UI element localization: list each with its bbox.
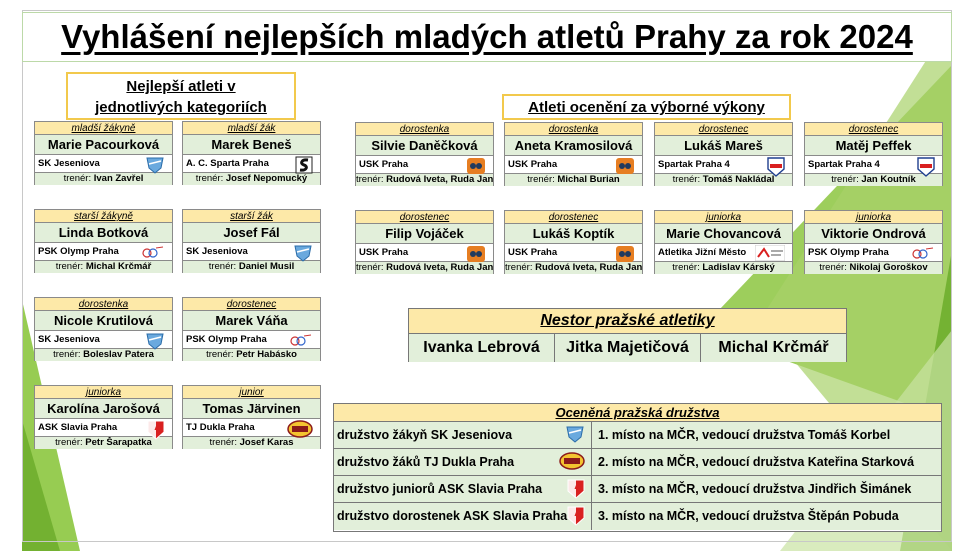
card-athlete-name: Lukáš Mareš xyxy=(655,136,792,156)
spartak-logo-icon xyxy=(917,157,935,183)
card-club: USK Praha xyxy=(359,247,409,258)
jizni-logo-icon xyxy=(755,245,785,267)
card-category: dorostenec xyxy=(356,211,493,224)
card-athlete-name: Aneta Kramosilová xyxy=(505,136,642,156)
card-club: Spartak Praha 4 xyxy=(658,159,730,170)
award-card xyxy=(34,297,173,361)
card-coach-prefix: trenér: xyxy=(356,262,384,273)
usk-logo-icon xyxy=(615,157,635,181)
award-card xyxy=(654,122,793,186)
card-athlete-name: Marie Pacourková xyxy=(35,135,172,155)
card-athlete-name: Nicole Krutilová xyxy=(35,311,172,331)
card-coach-prefix: trenér: xyxy=(672,262,700,273)
card-coach-prefix: trenér: xyxy=(55,261,84,272)
usk-logo-icon xyxy=(466,157,486,181)
card-athlete-name: Viktorie Ondrová xyxy=(805,224,942,244)
team-name: družstvo žákyň SK Jeseniova xyxy=(337,428,513,442)
card-club: PSK Olymp Praha xyxy=(808,247,889,258)
card-category: juniorka xyxy=(35,386,172,399)
card-coach: Boleslav Patera xyxy=(83,349,154,360)
card-club: USK Praha xyxy=(359,159,409,170)
card-coach-prefix: trenér: xyxy=(356,174,384,185)
card-coach: Michal Krčmář xyxy=(85,261,152,272)
nestor-name: Michal Krčmář xyxy=(718,339,829,356)
categories-label-line1: Nejlepší atleti v xyxy=(126,78,236,95)
dukla-logo-icon xyxy=(287,420,313,444)
award-card xyxy=(804,122,943,186)
nestor-name: Ivanka Lebrová xyxy=(409,334,555,362)
card-athlete-name: Marie Chovancová xyxy=(655,224,792,244)
jeseniova-logo-icon xyxy=(565,425,585,452)
slavia-logo-icon xyxy=(147,420,165,446)
card-coach-prefix: trenér: xyxy=(53,349,81,360)
card-club: PSK Olymp Praha xyxy=(38,246,119,257)
team-row xyxy=(334,449,941,476)
team-name: družstvo žáků TJ Dukla Praha xyxy=(337,455,515,469)
card-club: SK Jeseniova xyxy=(38,334,100,345)
card-coach: Tomáš Nakládal xyxy=(702,174,775,185)
jeseniova-logo-icon xyxy=(145,332,165,356)
card-athlete-name: Marek Váňa xyxy=(183,311,320,331)
card-coach: Josef Karas xyxy=(239,437,294,448)
card-category: dorostenec xyxy=(655,123,792,136)
card-coach: Rudová Iveta, Ruda Jan xyxy=(386,262,493,273)
award-card xyxy=(34,209,173,273)
card-category: juniorka xyxy=(655,211,792,224)
usk-logo-icon xyxy=(466,245,486,269)
nestor-title: Nestor pražské atletiky xyxy=(409,309,846,334)
card-athlete-name: Silvie Daněčková xyxy=(356,136,493,156)
card-category: juniorka xyxy=(805,211,942,224)
nestor-name: Jitka Majetičová xyxy=(555,334,701,362)
card-club: Spartak Praha 4 xyxy=(808,159,880,170)
card-club: USK Praha xyxy=(508,247,558,258)
card-category: dorostenec xyxy=(805,123,942,136)
olymp-logo-icon xyxy=(909,245,935,267)
card-athlete-name: Linda Botková xyxy=(35,223,172,243)
teams-title: Oceněná pražská družstva xyxy=(334,404,941,422)
card-category: dorostenka xyxy=(356,123,493,136)
card-category: mladší žákyně xyxy=(35,122,172,135)
olymp-logo-icon xyxy=(139,244,165,266)
award-card xyxy=(355,210,494,274)
usk-logo-icon xyxy=(615,245,635,269)
card-athlete-name: Filip Vojáček xyxy=(356,224,493,244)
card-coach-prefix: trenér: xyxy=(206,349,234,360)
performance-section-label: Atleti ocenění za výborné výkony xyxy=(502,94,791,120)
award-card xyxy=(182,385,321,449)
dukla-logo-icon xyxy=(559,452,585,479)
card-club: ASK Slavia Praha xyxy=(38,422,118,433)
sparta-logo-icon xyxy=(295,156,313,180)
card-club: SK Jeseniova xyxy=(38,158,100,169)
card-club: A. C. Sparta Praha xyxy=(186,158,269,169)
card-category: starší žákyně xyxy=(35,210,172,223)
card-coach: Rudová Iveta, Ruda Jan xyxy=(535,262,642,273)
card-athlete-name: Tomas Järvinen xyxy=(183,399,320,419)
award-card xyxy=(504,122,643,186)
card-coach-prefix: trenér: xyxy=(63,173,92,184)
slavia-logo-icon xyxy=(567,506,585,535)
team-name: družstvo juniorů ASK Slavia Praha xyxy=(337,482,543,496)
page-title: Vyhlášení nejlepších mladých atletů Prahy za rok 2024 xyxy=(22,12,952,62)
card-coach-prefix: trenér: xyxy=(672,174,701,185)
award-card xyxy=(654,210,793,274)
card-category: starší žák xyxy=(183,210,320,223)
team-row xyxy=(334,422,941,449)
categories-section-label xyxy=(66,72,296,120)
award-card xyxy=(34,385,173,449)
team-result: 2. místo na MČR, vedoucí družstva Kateřina Starková xyxy=(598,455,915,469)
card-category: junior xyxy=(183,386,320,399)
award-card xyxy=(804,210,943,274)
card-category: dorostenka xyxy=(505,123,642,136)
card-athlete-name: Karolína Jarošová xyxy=(35,399,172,419)
card-club: USK Praha xyxy=(508,159,558,170)
card-coach-prefix: trenér: xyxy=(55,437,83,448)
card-coach-prefix: trenér: xyxy=(819,262,847,273)
team-result: 1. místo na MČR, vedoucí družstva Tomáš Korbel xyxy=(598,428,891,442)
card-coach: Jan Koutník xyxy=(861,174,916,185)
card-coach-prefix: trenér: xyxy=(527,174,555,185)
award-card xyxy=(355,122,494,186)
card-category: dorostenka xyxy=(35,298,172,311)
award-card xyxy=(504,210,643,274)
card-coach: Ladislav Kárský xyxy=(702,262,775,273)
award-card xyxy=(34,121,173,185)
card-club: TJ Dukla Praha xyxy=(186,422,255,433)
categories-label-line2: jednotlivých kategoriích xyxy=(95,99,267,116)
jeseniova-logo-icon xyxy=(293,244,313,268)
card-coach-prefix: trenér: xyxy=(831,174,859,185)
card-athlete-name: Josef Fál xyxy=(183,223,320,243)
teams-table xyxy=(333,403,942,532)
olymp-logo-icon xyxy=(287,332,313,354)
card-coach: Petr Šarapatka xyxy=(85,437,152,448)
card-coach-prefix: trenér: xyxy=(209,437,237,448)
card-coach: Rudová Iveta, Ruda Jan xyxy=(386,174,493,185)
card-coach: Petr Habásko xyxy=(236,349,297,360)
card-club: PSK Olymp Praha xyxy=(186,334,267,345)
card-club: Atletika Jižní Město xyxy=(658,247,747,258)
card-category: mladší žák xyxy=(183,122,320,135)
card-coach-prefix: trenér: xyxy=(505,262,533,273)
card-coach: Daniel Musil xyxy=(238,261,295,272)
award-card xyxy=(182,297,321,361)
card-category: dorostenec xyxy=(505,211,642,224)
card-category: dorostenec xyxy=(183,298,320,311)
award-card xyxy=(182,209,321,273)
card-coach-prefix: trenér: xyxy=(208,261,237,272)
team-name: družstvo dorostenek ASK Slavia Praha xyxy=(337,509,568,523)
card-athlete-name: Marek Beneš xyxy=(183,135,320,155)
card-coach: Ivan Zavřel xyxy=(93,173,144,184)
team-result: 3. místo na MČR, vedoucí družstva Jindřich Šimánek xyxy=(598,482,912,496)
card-club: SK Jeseniova xyxy=(186,246,248,257)
award-card xyxy=(182,121,321,185)
team-result: 3. místo na MČR, vedoucí družstva Štěpán Pobuda xyxy=(598,509,899,523)
team-row xyxy=(334,476,941,503)
card-coach: Michal Burian xyxy=(557,174,620,185)
team-row xyxy=(334,503,941,530)
spartak-logo-icon xyxy=(767,157,785,183)
card-coach-prefix: trenér: xyxy=(195,173,224,184)
card-coach: Josef Nepomucký xyxy=(225,173,308,184)
nestor-table xyxy=(408,308,847,362)
card-athlete-name: Matěj Peffek xyxy=(805,136,942,156)
card-coach: Nikolaj Goroškov xyxy=(849,262,928,273)
card-athlete-name: Lukáš Koptík xyxy=(505,224,642,244)
jeseniova-logo-icon xyxy=(145,156,165,180)
